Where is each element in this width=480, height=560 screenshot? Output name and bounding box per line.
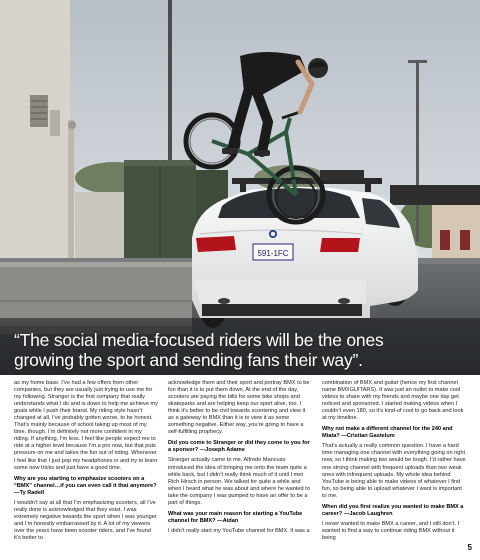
paragraph: I never wanted to make BMX a career, and I still don’t. I wanted to find a way to continue riding BMX without it being xyxy=(322,520,460,541)
question: Did you come to Stranger or did they come to you for a sponsor? —Joseph Adame xyxy=(168,440,310,454)
building-left xyxy=(0,0,76,270)
paragraph: Stranger actually came to me. Alfredo Mancuso introduced the idea of bringing me onto the team quite a while back, but I didn’t really think much of it until I met Rich Hirsch in person. We talked for quite a while and when I heard what he was about and where he wanted to take the company I was pumped to have an offer to be a part of things. xyxy=(168,457,310,506)
paragraph: I didn’t really start my YouTube channel for BMX. It was a xyxy=(168,527,310,534)
pull-quote xyxy=(14,330,474,370)
question: Why not make a different channel for the 240 and Miata? —Cristian Gastelum xyxy=(322,426,453,440)
helmet-icon xyxy=(308,58,328,78)
question: Why are you starting to emphasize scooters on a “BMX” channel…if you can even call it that anymore? —Ty Radell xyxy=(14,475,157,496)
tail-light-left xyxy=(196,236,236,252)
tail-light-right xyxy=(320,238,360,252)
paragraph: acknowledge them and their sport and portray BMX to be fun than it is to put them down. At the end of the day, scooters are paying the bills for some bike shops and skateparks and are helping keep our sport alive, too. I think it’s better to be civil towards scootering and view it as a gateway to BMX than it is to view it as some something negative. Either way, you’re going to have a self-fulfilling prophecy. xyxy=(168,380,310,436)
paragraph: That’s actually a really common question. I have a hard time managing one channel with everything going on right now, so I think making two would be tough. I’d rather have one strong channel with frequent uploads than two weak ones with infrequent uploads. My whole idea behind YouTube is being able to make videos of whatever I find fun, so being able to upload whatever I want is important to me. xyxy=(322,443,466,499)
pull-quote-line-1: “The social media-focused riders will be the ones xyxy=(14,330,384,350)
column-2 xyxy=(168,380,312,546)
pull-quote-line-2: growing the sport and sending fans their way”. xyxy=(14,350,363,370)
paragraph: as my home base. I’ve had a few offers from other companies, but they are usually just trying to use me for my following. Stranger is the first company that really understands what I do and is down to help me achieve my goals while I push their brand. My riding style hasn’t changed at all, I’ve probably gotten worse, to be honest. That’s mainly because of school taking up most of my time, though. I’m definitely not more confident in my riding. If anything, I’m less. I feel like people expect me to ride at a higher level because I’m a pro now, but that puts pressure on me and takes the fun out of riding. Whenever I feel like that I just pop my headphones in and try to learn some new tricks and just have a good time. xyxy=(14,380,158,471)
question: When did you first realize you wanted to make BMX a career? —Jacob Laughren xyxy=(322,503,464,517)
column-3 xyxy=(322,380,466,546)
utility-pole xyxy=(416,62,419,242)
column-1 xyxy=(14,380,158,546)
license-plate-text: 591-1FC xyxy=(257,249,289,258)
question: What was your main reason for starting a YouTube channel for BMX? —Aidan xyxy=(168,510,303,524)
article-body xyxy=(14,380,466,546)
paragraph: combination of BMX and guitar (hence my first channel name BMXGUITARS). It was just an outlet to make cool videos to share with my friends and maybe one day get noticed and sponsored. I started making videos when I couldn’t even 180, so it’s kind-of cool to go back and look at my timeline. xyxy=(322,380,464,422)
page-number: 5 xyxy=(467,543,472,552)
paragraph: I wouldn’t say at all that I’m emphasizing scooters, all I’ve really done is acknowledged that they exist. I was extremely negative towards the sport when I was younger and I’m honestly embarrassed by it. A lot of my viewers over the years have been scooter riders, and I’ve found it’s better to xyxy=(14,499,157,541)
